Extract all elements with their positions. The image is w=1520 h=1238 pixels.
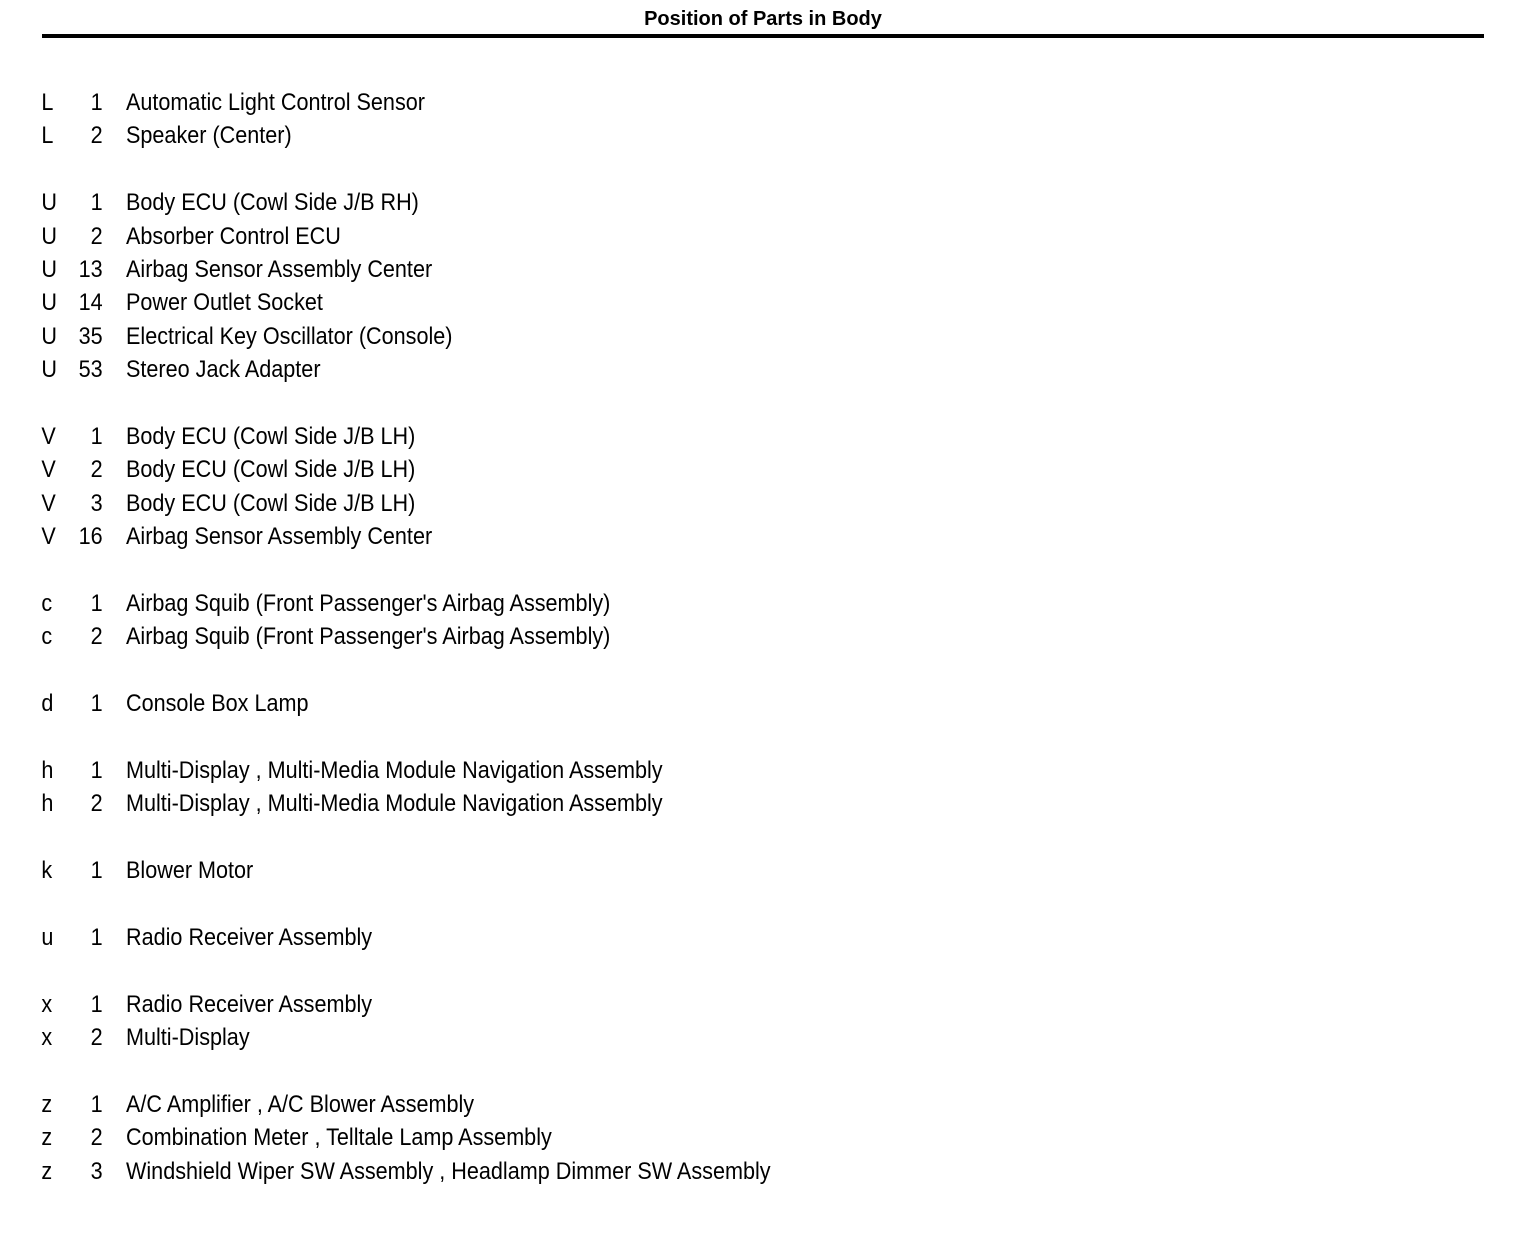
part-row [0,988,1368,1021]
connector-number: 14 [78,289,103,317]
part-name: Airbag Sensor Assembly Center [126,523,433,551]
part-name: Radio Receiver Assembly [126,923,373,951]
connector-letter: U [41,322,58,350]
connector-letter: L [41,89,54,116]
connector-letter: U [41,255,58,283]
part-row [0,353,1368,386]
part-group-c [0,587,1520,654]
connector-letter: z [41,1090,53,1118]
title-divider [42,34,1484,38]
part-name: Multi-Display , Multi-Media Module Navigation Assembly [126,790,663,818]
part-row [0,1021,1368,1054]
part-row [0,520,1368,553]
part-group-L [0,86,1520,153]
part-row [0,687,1368,720]
page-title: Position of Parts in Body [644,8,882,30]
connector-number: 3 [90,489,103,517]
part-name: Stereo Jack Adapter [126,356,321,384]
part-row [0,1121,1368,1154]
part-row [0,620,1368,653]
connector-number: 1 [90,589,103,617]
connector-number: 2 [90,1124,103,1152]
part-group-x [0,988,1520,1055]
part-name: Radio Receiver Assembly [126,990,373,1018]
connector-number: 1 [90,189,103,217]
part-name: Airbag Squib (Front Passenger's Airbag Assembly) [126,589,611,617]
connector-number: 2 [90,1023,103,1051]
part-row [0,186,1368,219]
connector-number: 2 [90,456,103,484]
part-name: Multi-Display [126,1023,250,1051]
part-name: Windshield Wiper SW Assembly , Headlamp Dimmer SW Assembly [126,1157,771,1185]
part-row [0,854,1368,887]
part-row [0,119,1368,152]
connector-letter: h [41,790,54,818]
connector-letter: z [41,1124,53,1152]
part-group-h [0,754,1520,821]
part-group-d [0,687,1520,720]
part-name: Body ECU (Cowl Side J/B LH) [126,456,416,484]
part-group-u [0,921,1520,954]
connector-number: 13 [78,255,103,283]
part-row [0,787,1368,820]
connector-letter: k [41,856,53,884]
connector-letter: c [41,589,53,617]
connector-number: 2 [90,790,103,818]
part-name: Console Box Lamp [126,690,309,718]
connector-letter: V [41,489,56,517]
connector-number: 2 [90,122,103,150]
connector-letter: h [41,756,54,784]
connector-number: 1 [90,923,103,951]
connector-letter: V [41,456,56,484]
part-name: A/C Amplifier , A/C Blower Assembly [126,1090,475,1118]
connector-letter: U [41,289,58,317]
connector-letter: U [41,222,58,250]
connector-letter: x [41,1023,53,1051]
part-row [0,220,1368,253]
part-name: Automatic Light Control Sensor [126,89,425,116]
part-row [0,1155,1368,1188]
part-row [0,86,1368,119]
part-group-U [0,186,1520,386]
connector-number: 1 [90,990,103,1018]
connector-number: 1 [90,756,103,784]
part-name: Airbag Squib (Front Passenger's Airbag Assembly) [126,623,611,651]
part-row [0,286,1368,319]
connector-letter: V [41,523,56,551]
connector-letter: d [41,690,54,718]
connector-number: 53 [78,356,103,384]
part-row [0,453,1368,486]
part-name: Blower Motor [126,856,254,884]
part-row [0,253,1368,286]
connector-number: 2 [90,222,103,250]
part-group-z [0,1088,1520,1188]
connector-letter: L [41,122,54,150]
connector-letter: c [41,623,53,651]
parts-list [0,86,1520,1221]
part-name: Multi-Display , Multi-Media Module Navigation Assembly [126,756,663,784]
connector-number: 1 [90,422,103,450]
connector-letter: U [41,356,58,384]
part-name: Power Outlet Socket [126,289,323,317]
part-row [0,1088,1368,1121]
part-name: Body ECU (Cowl Side J/B LH) [126,489,416,517]
connector-number: 1 [90,856,103,884]
part-group-k [0,854,1520,887]
part-row [0,587,1368,620]
connector-letter: x [41,990,53,1018]
connector-number: 2 [90,623,103,651]
part-name: Body ECU (Cowl Side J/B LH) [126,422,416,450]
connector-number: 35 [78,322,103,350]
connector-number: 1 [90,690,103,718]
connector-letter: U [41,189,58,217]
connector-letter: u [41,923,54,951]
part-group-V [0,420,1520,554]
part-name: Airbag Sensor Assembly Center [126,255,433,283]
connector-number: 1 [90,1090,103,1118]
part-name: Combination Meter , Telltale Lamp Assembly [126,1124,552,1152]
connector-number: 1 [90,89,103,116]
connector-letter: V [41,422,56,450]
part-name: Speaker (Center) [126,122,292,150]
part-row [0,420,1368,453]
part-row [0,320,1368,353]
part-name: Electrical Key Oscillator (Console) [126,322,453,350]
connector-number: 16 [78,523,103,551]
connector-letter: z [41,1157,53,1185]
connector-number: 3 [90,1157,103,1185]
part-row [0,487,1368,520]
part-name: Body ECU (Cowl Side J/B RH) [126,189,419,217]
part-row [0,754,1368,787]
part-row [0,921,1368,954]
part-name: Absorber Control ECU [126,222,341,250]
